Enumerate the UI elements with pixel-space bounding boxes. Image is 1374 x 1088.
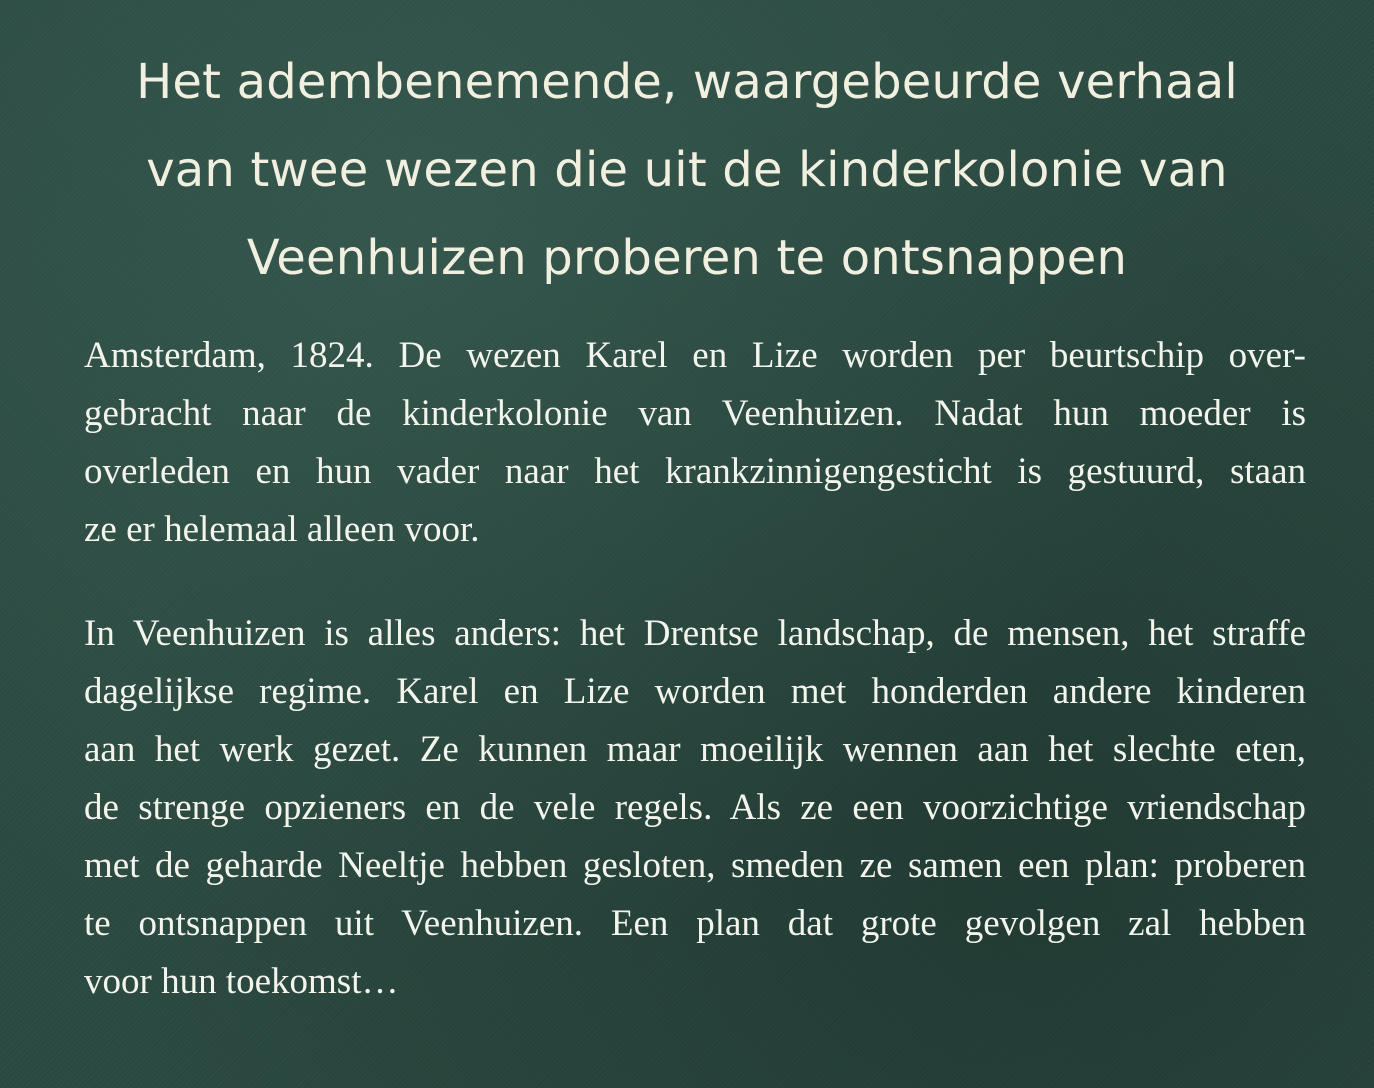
headline-line: van twee wezen die uit de kinderkolonie van: [146, 142, 1228, 198]
blurb-line: voor hun toekomst…: [84, 961, 399, 1002]
blurb-line: In Veenhuizen is alles anders: het Drentse landschap, de mensen, het straffe: [84, 613, 1306, 654]
blurb-line: dagelijkse regime. Karel en Lize worden met honderden andere kinderen: [84, 671, 1306, 712]
cover-headline: [100, 38, 1274, 302]
blurb-line: overleden en hun vader naar het krankzinnigengesticht is gestuurd, staan: [84, 451, 1306, 492]
blurb-line: ze er helemaal alleen voor.: [84, 509, 480, 550]
headline-line: Veenhuizen proberen te ontsnappen: [246, 230, 1128, 286]
blurb-line: met de geharde Neeltje hebben gesloten, smeden ze samen een plan: proberen: [84, 845, 1306, 886]
blurb-line: Amsterdam, 1824. De wezen Karel en Lize worden per beurtschip over-: [84, 335, 1306, 376]
blurb-paragraph-1: [84, 327, 1306, 559]
blurb-line: te ontsnappen uit Veenhuizen. Een plan dat grote gevolgen zal hebben: [84, 903, 1306, 944]
blurb-line: aan het werk gezet. Ze kunnen maar moeilijk wennen aan het slechte eten,: [84, 729, 1306, 770]
blurb-line: de strenge opzieners en de vele regels. Als ze een voorzichtige vriendschap: [84, 787, 1306, 828]
headline-line: Het adembenemende, waargebeurde verhaal: [136, 54, 1238, 110]
blurb-paragraph-2: [84, 605, 1306, 1011]
blurb-line: gebracht naar de kinderkolonie van Veenhuizen. Nadat hun moeder is: [84, 393, 1306, 434]
